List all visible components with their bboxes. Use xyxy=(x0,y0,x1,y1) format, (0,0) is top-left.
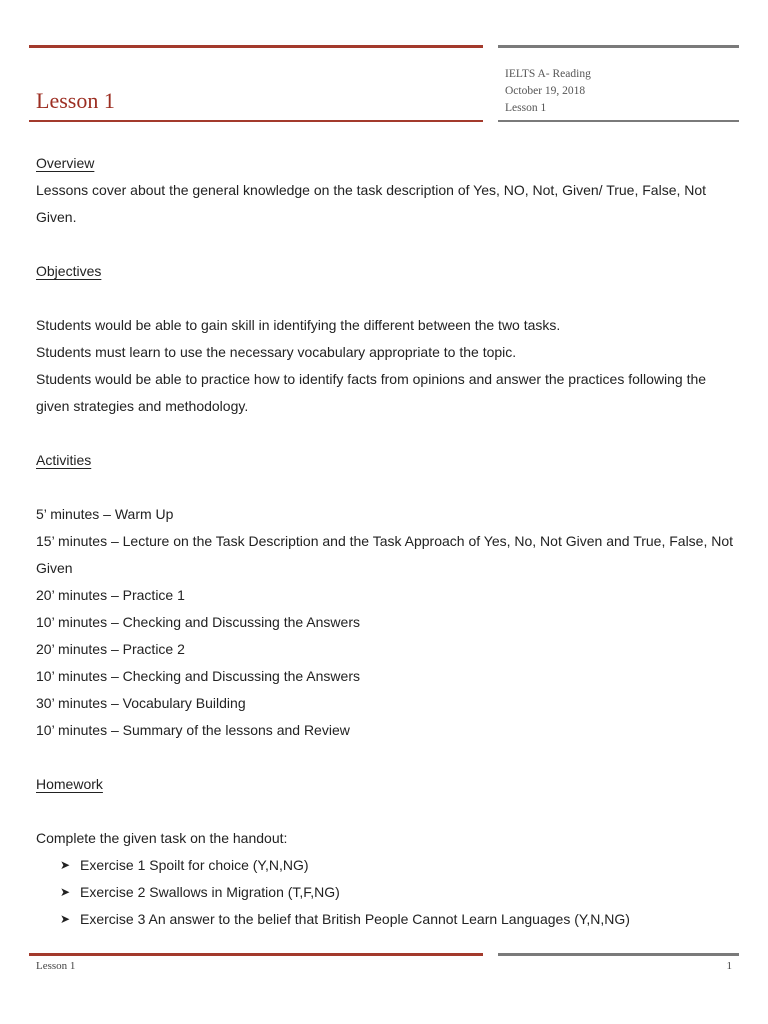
page-title: Lesson 1 xyxy=(36,88,115,113)
header-bottom-rule-red xyxy=(29,120,483,122)
homework-item: ➤ Exercise 2 Swallows in Migration (T,F,NG) xyxy=(60,879,736,906)
activities-heading: Activities xyxy=(36,452,92,468)
overview-heading: Overview xyxy=(36,155,95,171)
objective-item: Students must learn to use the necessary vocabulary appropriate to the topic. xyxy=(36,344,517,360)
activity-item: 10’ minutes – Checking and Discussing the Answers xyxy=(36,614,360,630)
header-top-rule-gray xyxy=(498,45,739,48)
footer-rule-red xyxy=(29,953,483,956)
page-number: 1 xyxy=(726,960,732,972)
objective-item: Students would be able to gain skill in identifying the different between the two tasks. xyxy=(36,317,561,333)
footer-lesson-label: Lesson 1 xyxy=(36,960,76,972)
header-course: IELTS A- Reading xyxy=(505,68,591,80)
objectives-heading: Objectives xyxy=(36,263,102,279)
activity-item: 10’ minutes – Checking and Discussing the Answers xyxy=(36,668,360,684)
document-body xyxy=(36,150,736,933)
homework-intro: Complete the given task on the handout: xyxy=(36,830,288,846)
activity-item: 5’ minutes – Warm Up xyxy=(36,506,174,522)
activity-item: 20’ minutes – Practice 1 xyxy=(36,587,185,603)
activity-item: 20’ minutes – Practice 2 xyxy=(36,641,185,657)
homework-heading: Homework xyxy=(36,776,103,792)
header-bottom-rule-gray xyxy=(498,120,739,122)
objective-item: Students would be able to practice how to identify facts from opinions and answer the practices following the given strategies and methodology. xyxy=(36,371,707,414)
overview-text: Lessons cover about the general knowledge on the task description of Yes, NO, Not, Given/ True, False, Not Given. xyxy=(36,182,707,225)
homework-item: ➤ Exercise 1 Spoilt for choice (Y,N,NG) xyxy=(60,852,736,879)
header-meta xyxy=(505,66,591,117)
footer-rule-gray xyxy=(498,953,739,956)
activity-item: 30’ minutes – Vocabulary Building xyxy=(36,695,246,711)
header-lesson: Lesson 1 xyxy=(505,102,547,114)
activity-item: 10’ minutes – Summary of the lessons and Review xyxy=(36,722,350,738)
homework-list xyxy=(36,852,736,933)
header-date: October 19, 2018 xyxy=(505,85,586,97)
homework-section xyxy=(36,771,736,933)
activities-section xyxy=(36,447,736,744)
overview-section xyxy=(36,150,736,231)
header-top-rule-red xyxy=(29,45,483,48)
objectives-section xyxy=(36,258,736,420)
homework-item: ➤ Exercise 3 An answer to the belief that British People Cannot Learn Languages (Y,N,NG) xyxy=(60,906,736,933)
activity-item: 15’ minutes – Lecture on the Task Description and the Task Approach of Yes, No, Not Given and True, False, Not Given xyxy=(36,533,734,576)
